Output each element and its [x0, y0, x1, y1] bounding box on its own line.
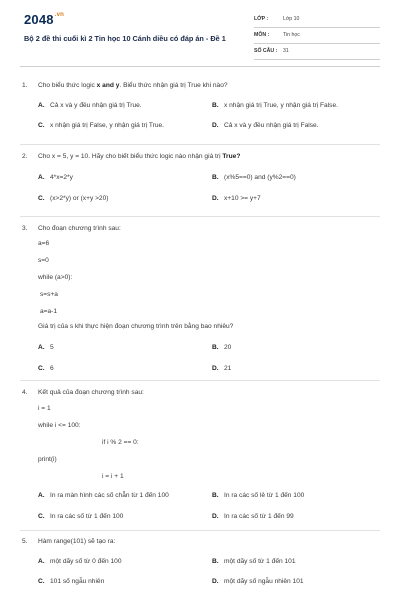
meta-value: Lớp 10 — [283, 16, 300, 22]
code-line: i = 1 — [38, 405, 51, 412]
question-prompt: Giá trị của s khi thực hiện đoạn chương trình trên bằng bao nhiêu? — [38, 323, 234, 330]
option-b[interactable]: B. x nhận giá trị True, y nhận giá trị False. — [212, 102, 338, 109]
code-line: s=s+a — [40, 291, 58, 298]
code-line: print(i) — [38, 456, 57, 463]
option-b[interactable]: B. (x%5==0) and (y%2==0) — [212, 174, 296, 181]
option-a[interactable]: A. một dãy số từ 0 đến 100 — [38, 558, 122, 565]
meta-value: Tin học — [283, 32, 300, 38]
meta-key: MÔN : — [254, 32, 270, 38]
question-text: Cho đoạn chương trình sau: — [38, 225, 121, 232]
meta-key: SỐ CÂU : — [254, 48, 278, 54]
code-block — [20, 240, 382, 321]
question-text: Cho x = 5, y = 10. Hãy cho biết biểu thức logic nào nhận giá trị True? — [38, 153, 241, 160]
code-line: a=6 — [38, 240, 50, 247]
question-4 — [20, 389, 382, 529]
logo-text: 2048 — [24, 12, 54, 27]
header-divider — [20, 66, 380, 67]
meta-row-count — [254, 46, 380, 60]
meta-row-subject — [254, 30, 380, 44]
logo-suffix: .vn — [54, 12, 65, 18]
question-2 — [20, 153, 382, 211]
question-stem — [20, 82, 382, 94]
option-a[interactable]: A. In ra màn hình các số chẵn từ 1 đến 100 — [38, 492, 169, 499]
question-number: 4. — [22, 389, 28, 396]
exam-meta — [254, 14, 380, 62]
option-c[interactable]: C. 101 số ngẫu nhiên — [38, 578, 105, 585]
option-d[interactable]: D. 21 — [212, 365, 232, 372]
option-b[interactable]: B. In ra các số lẻ từ 1 đến 100 — [212, 492, 305, 499]
question-stem — [20, 153, 382, 165]
option-c[interactable]: C. (x>2*y) or (x+y >20) — [38, 195, 109, 202]
code-line: i = i + 1 — [102, 473, 124, 480]
question-number: 1. — [22, 82, 28, 89]
question-5 — [20, 538, 382, 594]
code-line: while (a>0): — [38, 274, 73, 281]
option-a[interactable]: A. 4*x=2*y — [38, 174, 73, 181]
question-number: 5. — [22, 538, 28, 545]
document-title: Bộ 2 đề thi cuối kì 2 Tin học 10 Cánh diều có đáp án - Đề 1 — [24, 34, 226, 43]
option-c[interactable]: C. x nhận giá trị False, y nhận giá trị True. — [38, 122, 164, 129]
option-d[interactable]: D. Cả x và y đều nhận giá trị False. — [212, 122, 319, 129]
option-a[interactable]: A. 5 — [38, 344, 54, 351]
code-line: s=0 — [38, 257, 49, 264]
option-b[interactable]: B. 20 — [212, 344, 232, 351]
question-1 — [20, 82, 382, 138]
question-number: 3. — [22, 225, 28, 232]
question-stem — [20, 538, 382, 550]
code-line: if i % 2 == 0: — [102, 439, 139, 446]
option-c[interactable]: C. In ra các số từ 1 đến 100 — [38, 513, 124, 520]
question-stem — [20, 225, 382, 237]
option-b[interactable]: B. một dãy số từ 1 đến 101 — [212, 558, 296, 565]
meta-key: LỚP : — [254, 16, 269, 22]
option-c[interactable]: C. 6 — [38, 365, 54, 372]
question-divider — [20, 380, 380, 381]
question-3 — [20, 225, 382, 381]
meta-value: 31 — [283, 48, 289, 54]
question-text: Kết quả của đoạn chương trình sau: — [38, 389, 144, 396]
question-text: Cho biểu thức logic x and y. Biểu thức nhận giá trị True khi nào? — [38, 82, 228, 89]
option-d[interactable]: D. một dãy số ngẫu nhiên 101 — [212, 578, 304, 585]
option-a[interactable]: A. Cả x và y đều nhận giá trị True. — [38, 102, 142, 109]
question-stem — [20, 389, 382, 401]
question-text: Hàm range(101) sẽ tạo ra: — [38, 538, 116, 545]
question-number: 2. — [22, 153, 28, 160]
code-block — [20, 405, 382, 486]
option-d[interactable]: D. x+10 >= y+7 — [212, 195, 261, 202]
question-divider — [20, 144, 380, 145]
option-d[interactable]: D. In ra các số từ 1 đến 99 — [212, 513, 294, 520]
question-divider — [20, 216, 380, 217]
code-line: while i <= 100: — [38, 422, 81, 429]
question-divider — [20, 530, 380, 531]
site-logo[interactable] — [24, 12, 64, 27]
code-line: a=a-1 — [40, 308, 58, 315]
meta-row-class — [254, 14, 380, 28]
